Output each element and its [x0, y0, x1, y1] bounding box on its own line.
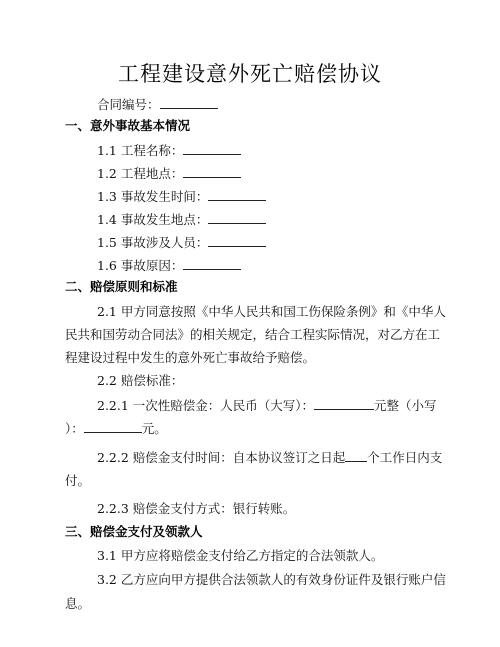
item-1-1 — [97, 141, 241, 159]
item-1-4 — [97, 210, 266, 228]
para-2-2-2-line-1 — [97, 448, 442, 466]
persons-involved-blank[interactable] — [208, 233, 266, 247]
para-3-1: 3.1 甲方应将赔偿金支付给乙方指定的合法领款人。 — [97, 548, 384, 563]
item-1-5-label: 1.5 事故涉及人员： — [97, 235, 209, 250]
working-days-blank[interactable] — [345, 448, 367, 462]
lump-sum-label: 2.2.1 一次性赔偿金：人民币（大写）： — [97, 398, 315, 413]
project-name-blank[interactable] — [183, 141, 241, 155]
item-1-4-label: 1.4 事故发生地点： — [97, 212, 209, 227]
contract-number-line — [97, 95, 218, 113]
para-2-2-3: 2.2.3 赔偿金支付方式：银行转账。 — [97, 501, 296, 516]
amount-uppercase-blank[interactable] — [314, 396, 374, 410]
section-3-heading: 三、赔偿金支付及领款人 — [65, 524, 203, 539]
para-2-2-1-line-2 — [65, 419, 167, 437]
item-1-3 — [97, 187, 266, 205]
yuan-label: 元。 — [141, 421, 167, 436]
contract-number-blank[interactable] — [160, 95, 218, 109]
lump-sum-yuan-label: 元整（小写 — [374, 398, 437, 413]
item-1-3-label: 1.3 事故发生时间： — [97, 189, 209, 204]
para-3-2-line-2: 息。 — [65, 596, 91, 611]
item-1-6-label: 1.6 事故原因： — [97, 258, 184, 273]
document-title: 工程建设意外死亡赔偿协议 — [118, 62, 382, 86]
para-2-1-line-2: 民共和国劳动合同法》的相关规定，结合工程实际情况，对乙方在工 — [65, 327, 441, 342]
accident-location-blank[interactable] — [208, 210, 266, 224]
lowercase-label: ）： — [65, 421, 84, 436]
amount-lowercase-blank[interactable] — [84, 419, 142, 433]
para-3-2-line-1: 3.2 乙方应向甲方提供合法领款人的有效身份证件及银行账户信 — [97, 572, 446, 587]
item-1-2 — [97, 164, 241, 182]
working-days-suffix: 个工作日内支 — [367, 450, 443, 465]
item-1-5 — [97, 233, 266, 251]
section-1-heading: 一、意外事故基本情况 — [65, 118, 191, 133]
para-2-1-line-1: 2.1 甲方同意按照《中华人民共和国工伤保险条例》和《中华人 — [97, 304, 446, 319]
payment-time-label: 2.2.2 赔偿金支付时间：自本协议签订之日起 — [97, 450, 346, 465]
para-2-2: 2.2 赔偿标准： — [97, 373, 184, 388]
accident-time-blank[interactable] — [208, 187, 266, 201]
para-2-1-line-3: 程建设过程中发生的意外死亡事故给予赔偿。 — [65, 350, 316, 365]
contract-number-label: 合同编号： — [97, 97, 160, 112]
para-2-2-1-line-1 — [97, 396, 437, 414]
item-1-1-label: 1.1 工程名称： — [97, 143, 184, 158]
para-2-2-2-line-2: 付。 — [65, 473, 91, 488]
section-2-heading: 二、赔偿原则和标准 — [65, 279, 178, 294]
item-1-2-label: 1.2 工程地点： — [97, 166, 184, 181]
accident-cause-blank[interactable] — [183, 256, 241, 270]
item-1-6 — [97, 256, 241, 274]
project-location-blank[interactable] — [183, 164, 241, 178]
